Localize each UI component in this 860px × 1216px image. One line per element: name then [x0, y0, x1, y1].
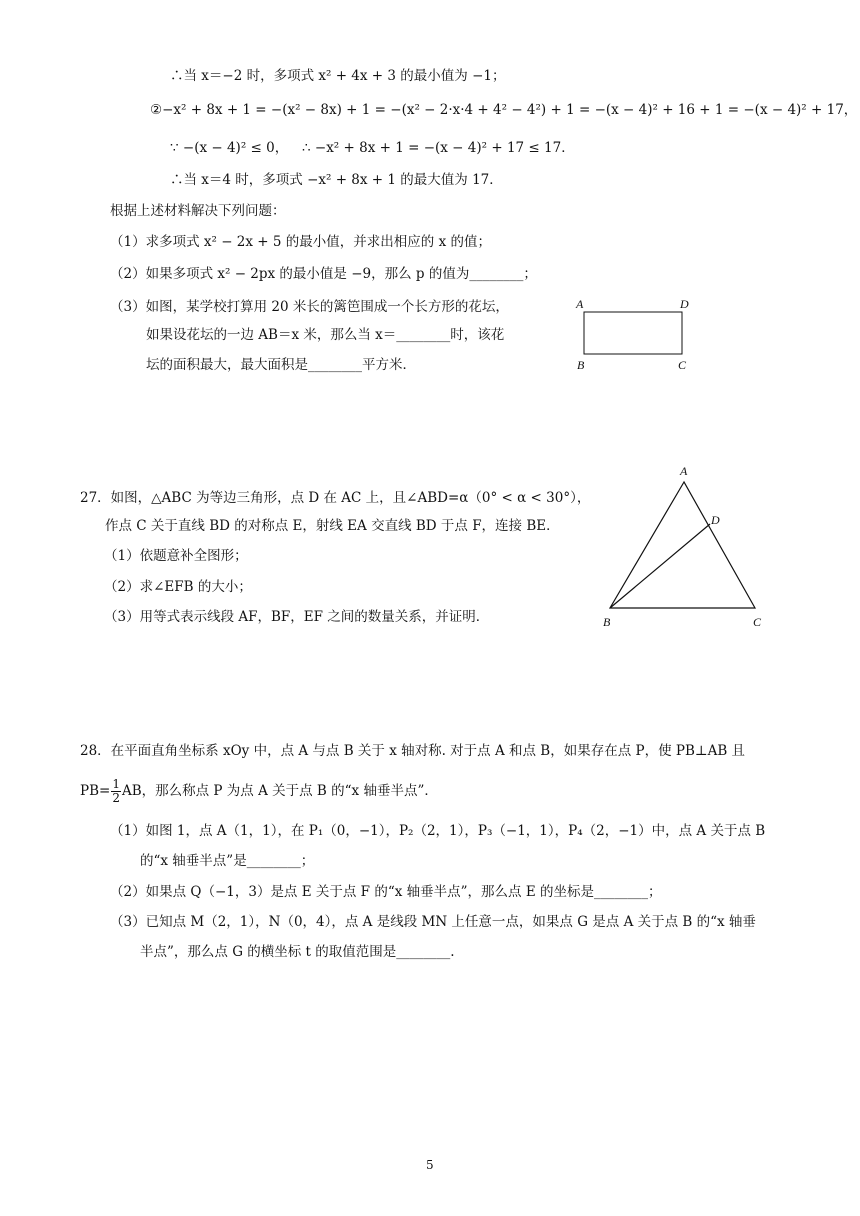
question-26-1: （1）求多项式 x² − 2x + 5 的最小值，并求出相应的 x 的值； [110, 234, 491, 250]
problem-28-line-2 [80, 778, 438, 805]
problem-27-sub-1: （1）依题意补全图形； [104, 548, 248, 564]
equilateral-triangle-figure [595, 458, 780, 633]
material-line-1: ∴当 x＝−2 时，多项式 x² + 4x + 3 的最小值为 −1； [170, 68, 506, 84]
tri-label-b: B [603, 615, 611, 629]
question-26-2: （2）如果多项式 x² − 2px 的最小值是 −9，那么 p 的值为________； [110, 266, 537, 282]
flowerbed-rectangle-figure [568, 290, 698, 375]
segment-bd [610, 524, 710, 608]
problem-28-sub-1-line-1: （1）如图 1，点 A（1，1），在 P₁（0，−1），P₂（2，1），P₃（−1，1），P₄（2，−1）中，点 A 关于点 B [110, 823, 766, 839]
problem-27-sub-2: （2）求∠EFB 的大小； [104, 579, 252, 595]
rect-label-d: D [680, 297, 689, 311]
fraction-denominator: 2 [112, 791, 120, 805]
question-26-3-line-3: 坛的面积最大，最大面积是________平方米． [146, 357, 416, 373]
problem-28-line-2-suffix: AB，那么称点 P 为点 A 关于点 B 的“x 轴垂半点”． [121, 783, 438, 799]
tri-label-d: D [711, 513, 720, 527]
material-instruction: 根据上述材料解决下列问题： [110, 203, 286, 219]
rect-label-c: C [678, 358, 687, 372]
rect-label-b: B [577, 358, 585, 372]
problem-27-sub-3: （3）用等式表示线段 AF，BF，EF 之间的数量关系，并证明． [104, 609, 490, 625]
problem-27-line-1: 27．如图，△ABC 为等边三角形，点 D 在 AC 上，且∠ABD=α（0° < α < 30°）， [80, 490, 591, 506]
material-line-3a: ∵ −(x − 4)² ≤ 0， [170, 140, 289, 156]
question-26-3-line-1: （3）如图，某学校打算用 20 米长的篱笆围成一个长方形的花坛， [110, 299, 509, 315]
problem-28-sub-3-line-1: （3）已知点 M（2，1），N（0，4），点 A 是线段 MN 上任意一点，如果点 G 是点 A 关于点 B 的“x 轴垂 [110, 914, 756, 930]
material-line-3b: ∴ −x² + 8x + 1 = −(x − 4)² + 17 ≤ 17． [302, 140, 575, 156]
question-26-3-line-2: 如果设花坛的一边 AB＝x 米，那么当 x＝________时，该花 [146, 327, 505, 343]
page-number: 5 [426, 1158, 434, 1172]
fraction-one-half [111, 778, 121, 805]
rect-label-a: A [576, 297, 584, 311]
tri-label-a: A [680, 464, 688, 478]
problem-28-line-2-prefix: PB= [80, 783, 111, 799]
tri-label-c: C [753, 615, 762, 629]
fraction-numerator: 1 [112, 777, 120, 791]
problem-28-sub-2: （2）如果点 Q（−1，3）是点 E 关于点 F 的“x 轴垂半点”，那么点 E 的坐标是________； [110, 884, 662, 900]
flowerbed-rectangle [584, 312, 682, 354]
problem-27-line-2: 作点 C 关于直线 BD 的对称点 E，射线 EA 交直线 BD 于点 F，连接 BE． [105, 518, 560, 534]
material-line-2: ②−x² + 8x + 1 = −(x² − 8x) + 1 = −(x² − 2·x·4 + 4² − 4²) + 1 = −(x − 4)² + 16 + 1 = −(x − 4)² + 17， [150, 102, 858, 118]
problem-28-sub-1-line-2: 的“x 轴垂半点”是________； [140, 853, 315, 869]
material-line-4: ∴当 x＝4 时，多项式 −x² + 8x + 1 的最大值为 17． [170, 172, 503, 188]
problem-28-sub-3-line-2: 半点”，那么点 G 的横坐标 t 的取值范围是________. [140, 944, 455, 960]
problem-28-line-1: 28．在平面直角坐标系 xOy 中，点 A 与点 B 关于 x 轴对称. 对于点 A 和点 B，如果存在点 P，使 PB⊥AB 且 [80, 743, 746, 759]
